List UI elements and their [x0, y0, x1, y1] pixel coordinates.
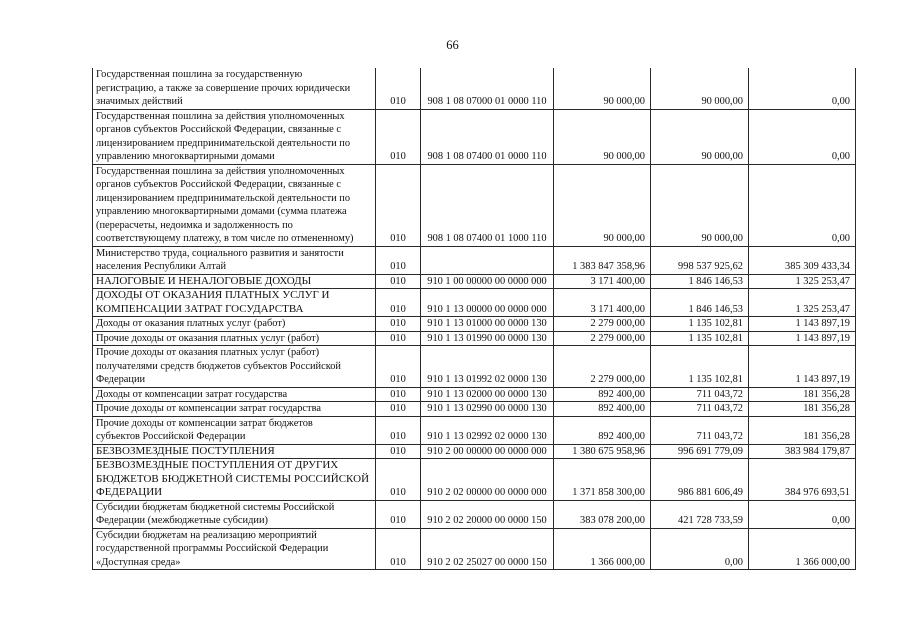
- unexecuted-amount: 0,00: [749, 109, 856, 164]
- budget-classification-code: 910 1 13 02992 02 0000 130: [421, 416, 554, 444]
- page-number: 66: [446, 38, 459, 52]
- executed-amount: 986 881 606,49: [651, 459, 749, 501]
- budget-classification-code: 908 1 08 07400 01 1000 110: [421, 164, 554, 246]
- line-code: 010: [376, 387, 421, 402]
- budget-classification-code: 908 1 08 07400 01 0000 110: [421, 109, 554, 164]
- indicator-name: Доходы от компенсации затрат государства: [93, 387, 376, 402]
- indicator-name: Прочие доходы от оказания платных услуг (работ): [93, 331, 376, 346]
- unexecuted-amount: 1 143 897,19: [749, 331, 856, 346]
- line-code: 010: [376, 164, 421, 246]
- unexecuted-amount: 1 366 000,00: [749, 528, 856, 570]
- executed-amount: 1 135 102,81: [651, 317, 749, 332]
- line-code: 010: [376, 109, 421, 164]
- table-row: [93, 68, 856, 109]
- table-row: [93, 289, 856, 317]
- indicator-name: БЕЗВОЗМЕЗДНЫЕ ПОСТУПЛЕНИЯ: [93, 444, 376, 459]
- table-row: [93, 402, 856, 417]
- indicator-name: Субсидии бюджетам бюджетной системы Российской Федерации (межбюджетные субсидии): [93, 500, 376, 528]
- approved-amount: 1 380 675 958,96: [554, 444, 651, 459]
- executed-amount: 711 043,72: [651, 402, 749, 417]
- line-code: 010: [376, 346, 421, 388]
- budget-classification-code: 908 1 08 07000 01 0000 110: [421, 68, 554, 109]
- table-row: [93, 164, 856, 246]
- budget-classification-code: 910 1 13 01992 02 0000 130: [421, 346, 554, 388]
- indicator-name: БЕЗВОЗМЕЗДНЫЕ ПОСТУПЛЕНИЯ ОТ ДРУГИХ БЮДЖЕТОВ БЮДЖЕТНОЙ СИСТЕМЫ РОССИЙСКОЙ ФЕДЕРАЦИИ: [93, 459, 376, 501]
- approved-amount: 90 000,00: [554, 164, 651, 246]
- table-row: [93, 528, 856, 570]
- executed-amount: 998 537 925,62: [651, 246, 749, 274]
- budget-revenue-table: [92, 68, 856, 570]
- approved-amount: 892 400,00: [554, 416, 651, 444]
- indicator-name: Государственная пошлина за государственную регистрацию, а также за совершение прочих юридически значимых действий: [93, 68, 376, 109]
- table-row: [93, 331, 856, 346]
- indicator-name: Прочие доходы от компенсации затрат бюджетов субъектов Российской Федерации: [93, 416, 376, 444]
- approved-amount: 1 366 000,00: [554, 528, 651, 570]
- budget-classification-code: 910 1 13 01000 00 0000 130: [421, 317, 554, 332]
- approved-amount: 90 000,00: [554, 109, 651, 164]
- executed-amount: 711 043,72: [651, 416, 749, 444]
- approved-amount: 1 371 858 300,00: [554, 459, 651, 501]
- table-row: [93, 444, 856, 459]
- table-row: [93, 274, 856, 289]
- budget-classification-code: [421, 246, 554, 274]
- line-code: 010: [376, 528, 421, 570]
- budget-classification-code: 910 1 13 00000 00 0000 000: [421, 289, 554, 317]
- line-code: 010: [376, 331, 421, 346]
- indicator-name: Прочие доходы от компенсации затрат государства: [93, 402, 376, 417]
- executed-amount: 1 846 146,53: [651, 274, 749, 289]
- table-body: [93, 68, 856, 570]
- budget-classification-code: 910 2 02 00000 00 0000 000: [421, 459, 554, 501]
- line-code: 010: [376, 68, 421, 109]
- unexecuted-amount: 181 356,28: [749, 402, 856, 417]
- executed-amount: 1 135 102,81: [651, 331, 749, 346]
- approved-amount: 2 279 000,00: [554, 346, 651, 388]
- unexecuted-amount: 1 143 897,19: [749, 317, 856, 332]
- executed-amount: 90 000,00: [651, 68, 749, 109]
- approved-amount: 2 279 000,00: [554, 331, 651, 346]
- unexecuted-amount: 181 356,28: [749, 387, 856, 402]
- executed-amount: 0,00: [651, 528, 749, 570]
- approved-amount: 90 000,00: [554, 68, 651, 109]
- line-code: 010: [376, 444, 421, 459]
- unexecuted-amount: 385 309 433,34: [749, 246, 856, 274]
- executed-amount: 996 691 779,09: [651, 444, 749, 459]
- budget-classification-code: 910 2 02 25027 00 0000 150: [421, 528, 554, 570]
- table-row: [93, 317, 856, 332]
- line-code: 010: [376, 274, 421, 289]
- executed-amount: 90 000,00: [651, 109, 749, 164]
- approved-amount: 892 400,00: [554, 387, 651, 402]
- indicator-name: Доходы от оказания платных услуг (работ): [93, 317, 376, 332]
- budget-classification-code: 910 1 13 02990 00 0000 130: [421, 402, 554, 417]
- executed-amount: 90 000,00: [651, 164, 749, 246]
- unexecuted-amount: 0,00: [749, 68, 856, 109]
- line-code: 010: [376, 500, 421, 528]
- indicator-name: Государственная пошлина за действия уполномоченных органов субъектов Российской Федерации, связанные с лицензированием предпринимательской деятельности по управлению многоквартирными домами: [93, 109, 376, 164]
- budget-classification-code: 910 1 00 00000 00 0000 000: [421, 274, 554, 289]
- unexecuted-amount: 383 984 179,87: [749, 444, 856, 459]
- unexecuted-amount: 0,00: [749, 500, 856, 528]
- table-row: [93, 246, 856, 274]
- indicator-name: Прочие доходы от оказания платных услуг (работ) получателями средств бюджетов субъектов Российской Федерации: [93, 346, 376, 388]
- unexecuted-amount: 384 976 693,51: [749, 459, 856, 501]
- indicator-name: Субсидии бюджетам на реализацию мероприятий государственной программы Российской Федерации «Доступная среда»: [93, 528, 376, 570]
- unexecuted-amount: 1 325 253,47: [749, 289, 856, 317]
- budget-classification-code: 910 1 13 02000 00 0000 130: [421, 387, 554, 402]
- table-row: [93, 346, 856, 388]
- table-row: [93, 416, 856, 444]
- line-code: 010: [376, 317, 421, 332]
- executed-amount: 421 728 733,59: [651, 500, 749, 528]
- approved-amount: 3 171 400,00: [554, 289, 651, 317]
- budget-classification-code: 910 2 00 00000 00 0000 000: [421, 444, 554, 459]
- table-row: [93, 459, 856, 501]
- executed-amount: 1 135 102,81: [651, 346, 749, 388]
- line-code: 010: [376, 416, 421, 444]
- indicator-name: Государственная пошлина за действия уполномоченных органов субъектов Российской Федерации, связанные с лицензированием предпринимательской деятельности по управлению многоквартирными домами (сумма платежа (перерасчеты, недоимка и задолженность по соответствующему платежу, в том числе по отмененному): [93, 164, 376, 246]
- line-code: 010: [376, 246, 421, 274]
- line-code: 010: [376, 459, 421, 501]
- approved-amount: 1 383 847 358,96: [554, 246, 651, 274]
- approved-amount: 383 078 200,00: [554, 500, 651, 528]
- executed-amount: 1 846 146,53: [651, 289, 749, 317]
- approved-amount: 3 171 400,00: [554, 274, 651, 289]
- unexecuted-amount: 0,00: [749, 164, 856, 246]
- line-code: 010: [376, 289, 421, 317]
- unexecuted-amount: 1 143 897,19: [749, 346, 856, 388]
- approved-amount: 2 279 000,00: [554, 317, 651, 332]
- table-row: [93, 387, 856, 402]
- budget-classification-code: 910 1 13 01990 00 0000 130: [421, 331, 554, 346]
- table-row: [93, 500, 856, 528]
- indicator-name: НАЛОГОВЫЕ И НЕНАЛОГОВЫЕ ДОХОДЫ: [93, 274, 376, 289]
- approved-amount: 892 400,00: [554, 402, 651, 417]
- budget-classification-code: 910 2 02 20000 00 0000 150: [421, 500, 554, 528]
- table-row: [93, 109, 856, 164]
- executed-amount: 711 043,72: [651, 387, 749, 402]
- indicator-name: ДОХОДЫ ОТ ОКАЗАНИЯ ПЛАТНЫХ УСЛУГ И КОМПЕНСАЦИИ ЗАТРАТ ГОСУДАРСТВА: [93, 289, 376, 317]
- indicator-name: Министерство труда, социального развития и занятости населения Республики Алтай: [93, 246, 376, 274]
- line-code: 010: [376, 402, 421, 417]
- unexecuted-amount: 181 356,28: [749, 416, 856, 444]
- unexecuted-amount: 1 325 253,47: [749, 274, 856, 289]
